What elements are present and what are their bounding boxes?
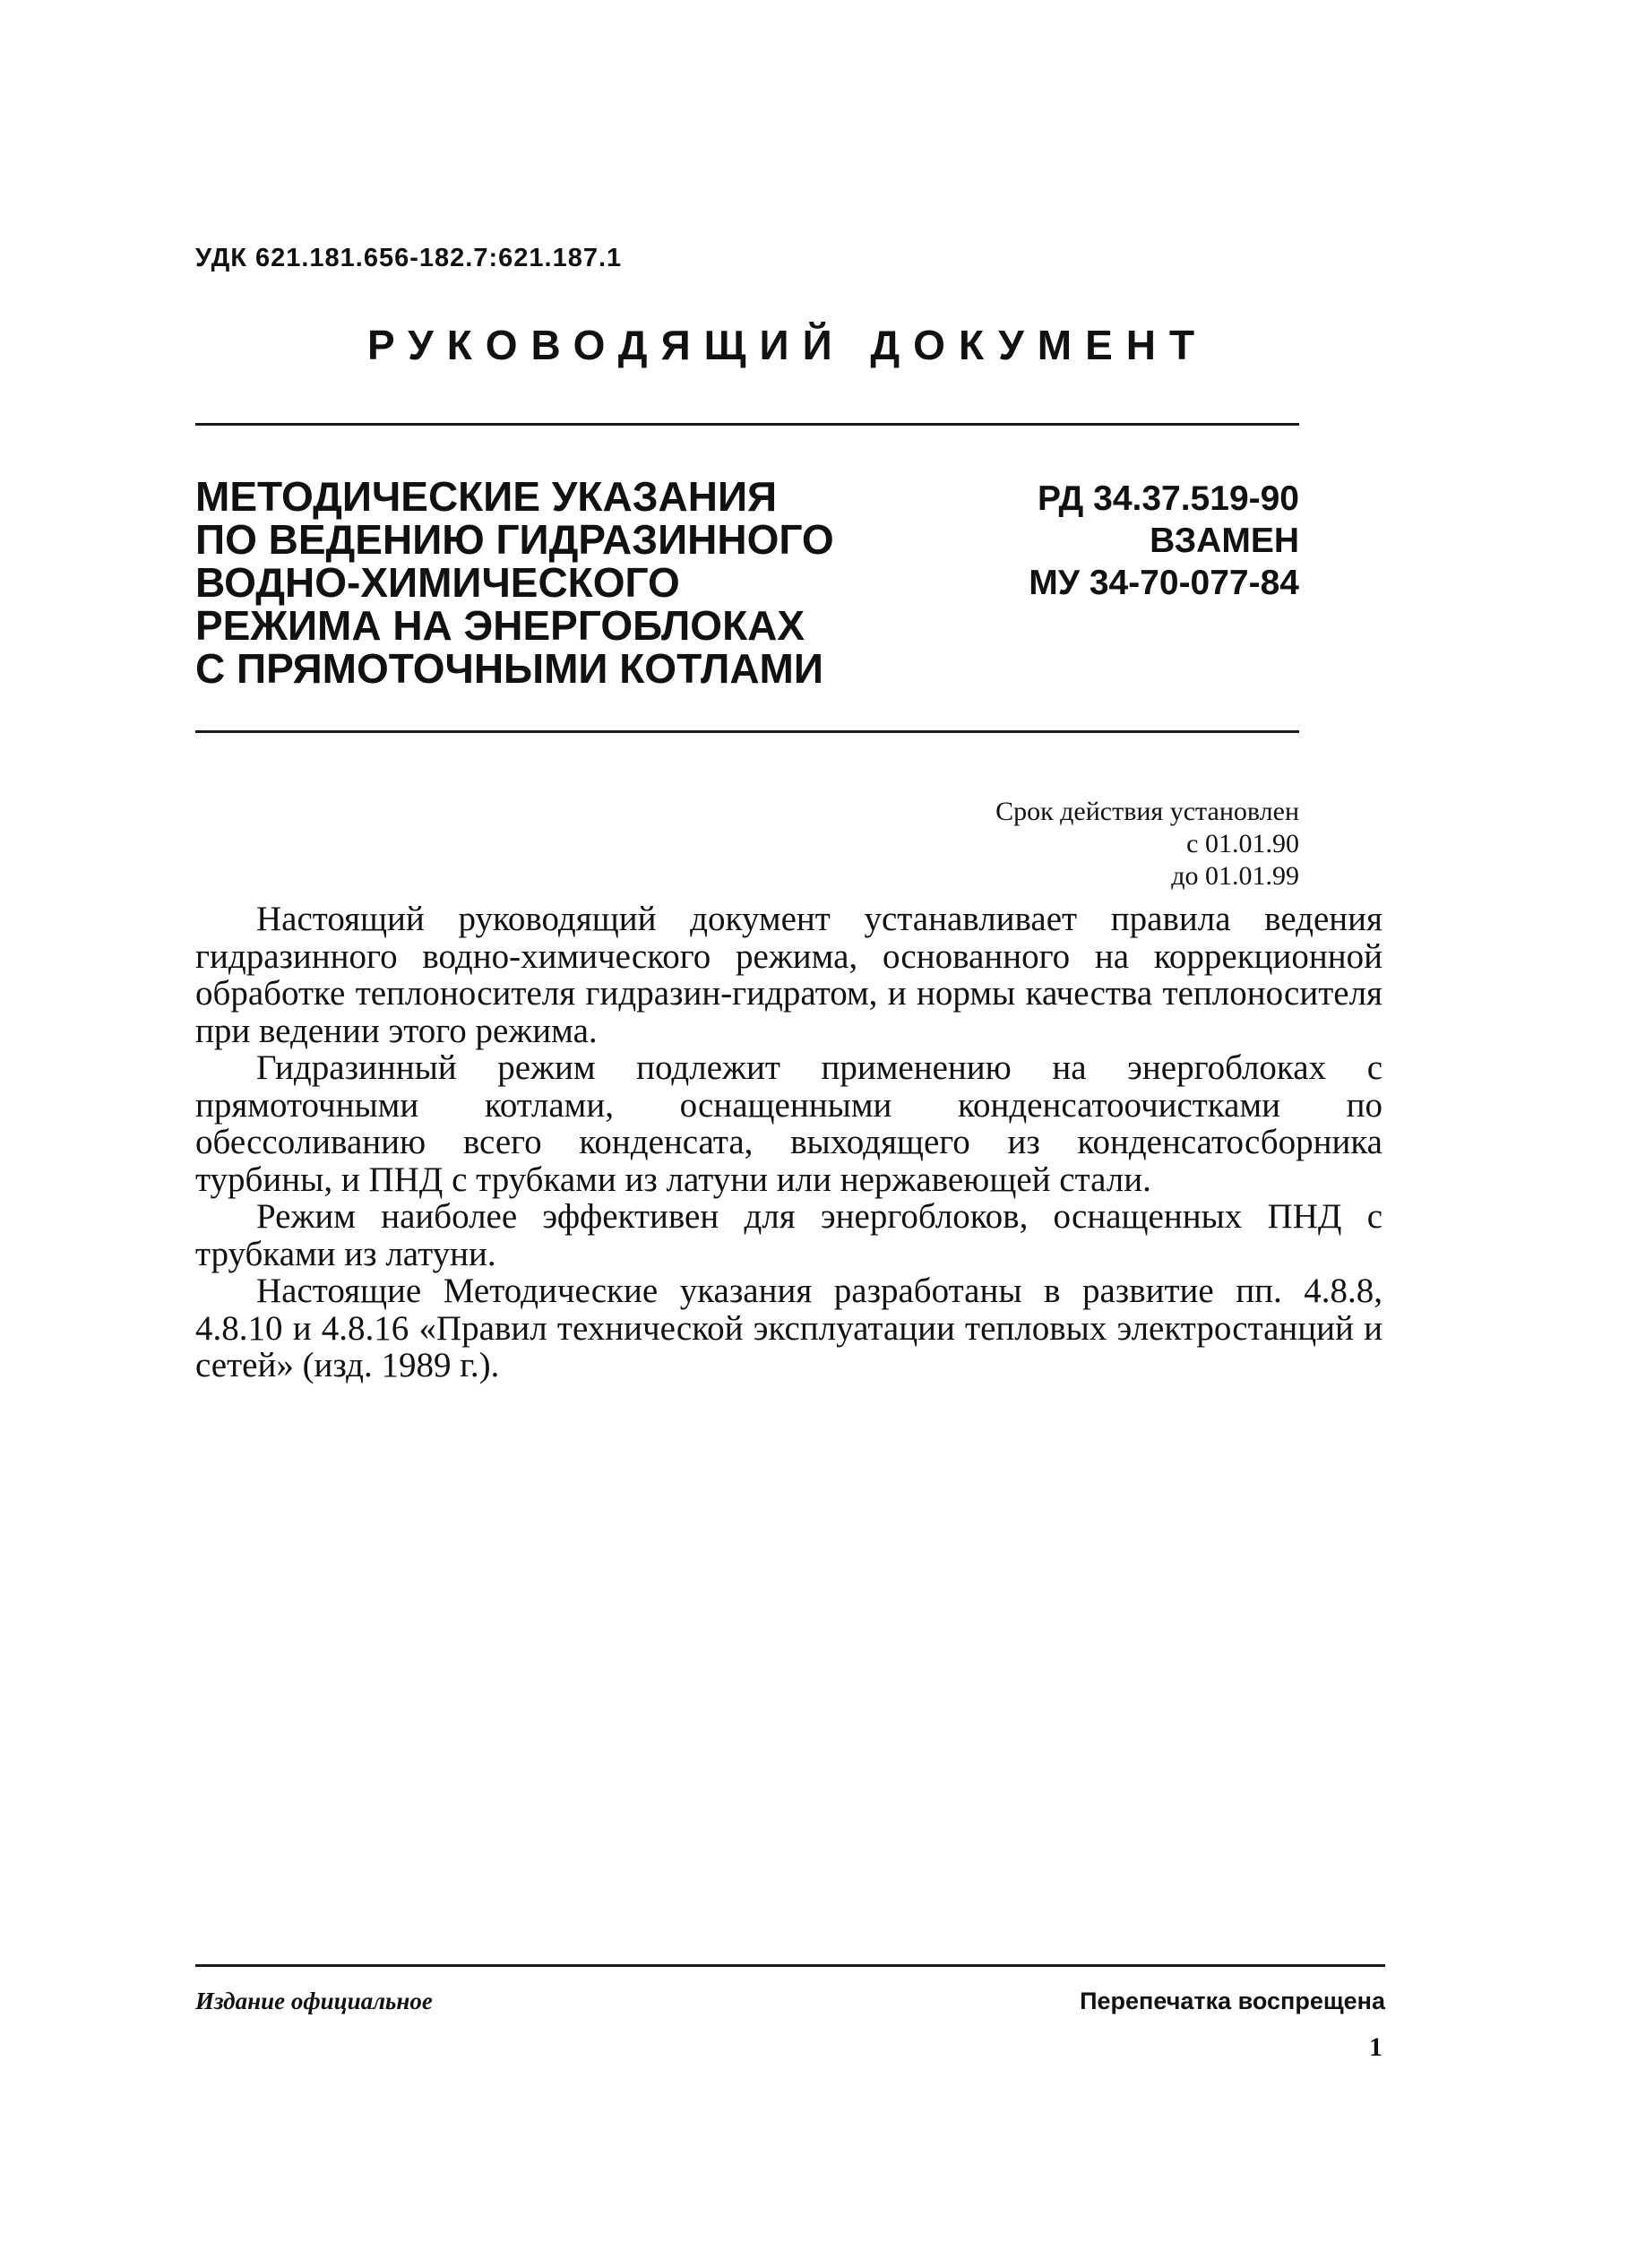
document-codes [923,478,1299,604]
body-paragraph: Гидразинный режим подлежит применению на энергоблоках с прямоточными котлами, оснащенными конденсатоочистками по обессоливанию всего конденсата, выходящего из конденсатосборника турбины, и ПНД с трубками из латуни или нержавеющей стали. [195,1048,1383,1199]
top-divider [195,423,1299,426]
validity-label: Срок действия установлен [995,797,1299,826]
mu-code: МУ 34-70-077-84 [1029,564,1299,602]
rd-code: РД 34.37.519-90 [1037,479,1299,518]
validity-from: с 01.01.90 [1186,829,1299,858]
title-line: ВОДНО-ХИМИЧЕСКОГО [195,559,680,606]
middle-divider [195,730,1299,733]
body-paragraph: Режим наиболее эффективен для энергоблоков, оснащенных ПНД с трубками из латуни. [195,1197,1383,1273]
udk-code: УДК 621.181.656-182.7:621.187.1 [195,244,623,272]
title-line: ПО ВЕДЕНИЮ ГИДРАЗИННОГО [195,516,834,563]
reprint-prohibited-label: Перепечатка воспрещена [1080,1988,1385,2014]
body-paragraph: Настоящие Методические указания разработаны в развитие пп. 4.8.8, 4.8.10 и 4.8.16 «Правил технической эксплуатации тепловых электростанций и сетей» (изд. 1989 г.). [195,1272,1383,1384]
page-number: 1 [1369,2032,1383,2062]
body-paragraph: Настоящий руководящий документ устанавливает правила ведения гидразинного водно-химического режима, основанного на коррекционной обработке теплоносителя гидразин-гидратом, и нормы качества теплоносителя при ведении этого режима. [195,900,1383,1050]
validity-period [833,796,1299,893]
document-title [195,475,912,690]
official-edition-label: Издание официальное [195,1988,433,2014]
title-line: РЕЖИМА НА ЭНЕРГОБЛОКАХ [195,602,805,649]
footer-divider [195,1964,1385,1967]
title-line: МЕТОДИЧЕСКИЕ УКАЗАНИЯ [195,473,778,520]
title-line: С ПРЯМОТОЧНЫМИ КОТЛАМИ [195,645,823,692]
document-body [195,901,1383,1384]
replaces-label: ВЗАМЕН [1150,522,1299,560]
document-type-heading: РУКОВОДЯЩИЙ ДОКУМЕНТ [367,322,1209,368]
validity-to: до 01.01.99 [1171,861,1299,891]
